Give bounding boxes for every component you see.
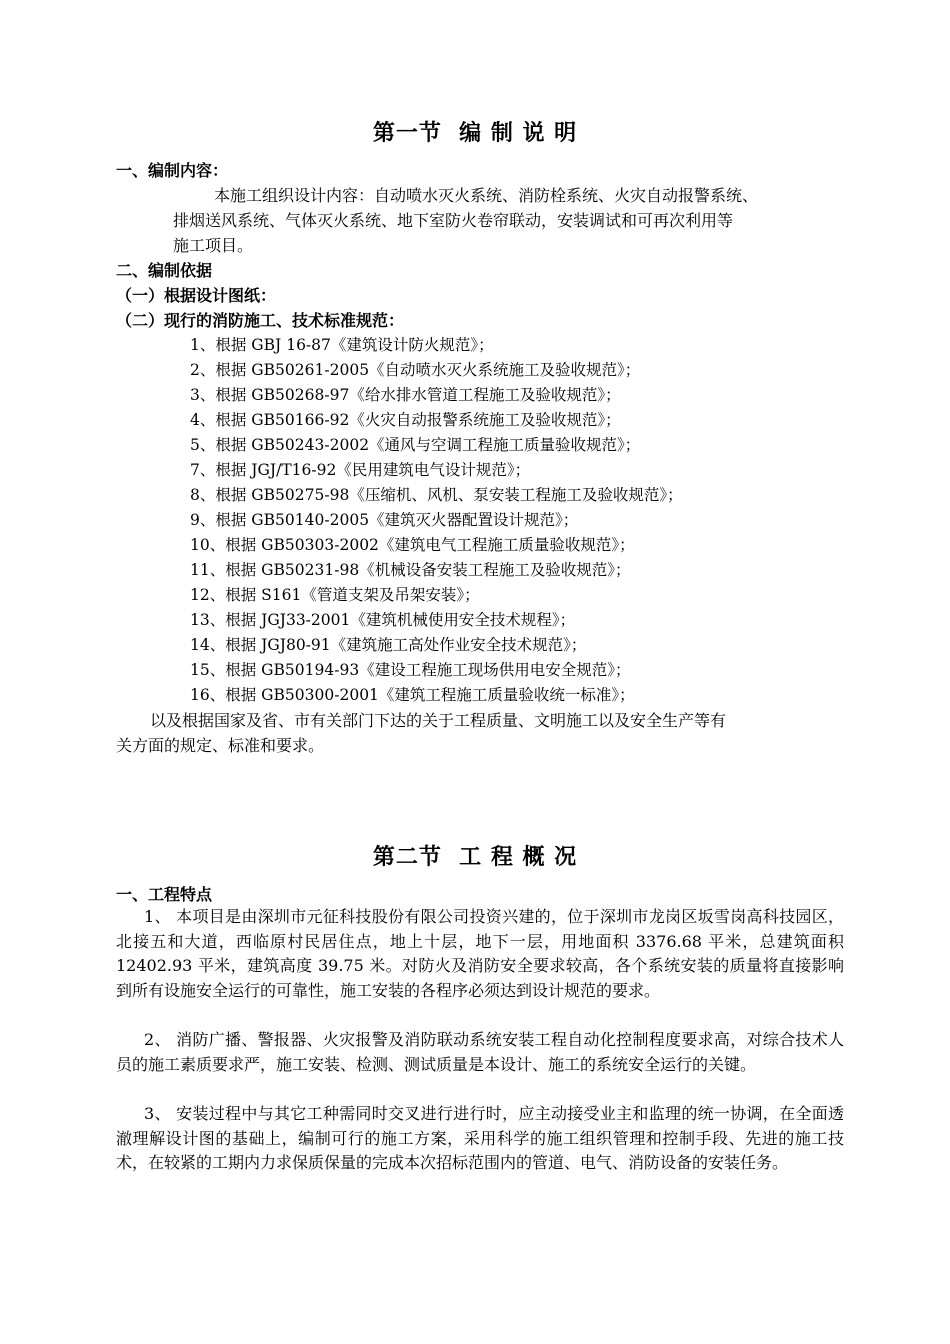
standard-item: 11、根据 GB50231-98《机械设备安装工程施工及验收规范》；	[190, 561, 631, 579]
standard-item: 13、根据 JGJ33-2001《建筑机械使用安全技术规程》；	[190, 611, 576, 629]
standard-item: 15、根据 GB50194-93《建设工程施工现场供用电安全规范》；	[190, 661, 631, 679]
standard-item: 8、根据 GB50275-98《压缩机、风机、泵安装工程施工及验收规范》；	[190, 486, 683, 504]
content-line-3: 施工项目。	[173, 236, 254, 255]
section-2-title: 第二节 工 程 概 况	[372, 845, 578, 870]
heading-compile-content: 一、编制内容：	[116, 161, 229, 180]
heading-compile-basis: 二、编制依据	[116, 261, 213, 280]
standard-item: 12、根据 S161《管道支架及吊架安装》；	[190, 586, 480, 604]
standard-item: 10、根据 GB50303-2002《建筑电气工程施工质量验收规范》；	[190, 536, 635, 554]
feature-paragraph-2: 2、 消防广播、警报器、火灾报警及消防联动系统安装工程自动化控制程度要求高，对综合技术人员的施工素质要求严，施工安装、检测、测试质量是本设计、施工的系统安全运行的关键。	[116, 1030, 844, 1074]
standard-item: 2、根据 GB50261-2005《自动喷水灭火系统施工及验收规范》；	[190, 361, 641, 379]
standard-item: 3、根据 GB50268-97《给水排水管道工程施工及验收规范》；	[190, 386, 621, 404]
content-line-2: 排烟送风系统、气体灭火系统、地下室防火卷帘联动，安装调试和可再次利用等	[173, 211, 734, 230]
section-1-title: 第一节 编 制 说 明	[372, 121, 578, 146]
standard-item: 4、根据 GB50166-92《火灾自动报警系统施工及验收规范》；	[190, 411, 621, 429]
standard-item: 16、根据 GB50300-2001《建筑工程施工质量验收统一标准》；	[190, 686, 635, 704]
standard-item: 1、根据 GBJ 16-87《建筑设计防火规范》；	[190, 336, 494, 354]
heading-project-features: 一、工程特点	[116, 885, 213, 904]
standard-item: 7、根据 JGJ/T16-92《民用建筑电气设计规范》；	[190, 461, 531, 479]
subheading-standards: （二）现行的消防施工、技术标准规范：	[116, 311, 405, 330]
feature-paragraph-1: 1、 本项目是由深圳市元征科技股份有限公司投资兴建的，位于深圳市龙岗区坂雪岗高科技园区，北接五和大道，西临原村民居住点，地上十层，地下一层，用地面积 3376.68 平米，总建筑面积 12402.93 平米，建筑高度 39.75 米。对防火及消防安全要求较高，各个系统安装的质量将直接影响到所有设施安全运行的可靠性，施工安装的各程序必须达到设计规范的要求。	[116, 907, 844, 1000]
standard-item: 14、根据 JGJ80-91《建筑施工高处作业安全技术规范》；	[190, 636, 587, 654]
feature-paragraph-3: 3、 安装过程中与其它工种需同时交叉进行进行时，应主动接受业主和监理的统一协调，在全面透澈理解设计图的基础上，编制可行的施工方案，采用科学的施工组织管理和控制手段、先进的施工技术，在较紧的工期内力求保质保量的完成本次招标范围内的管道、电气、消防设备的安装任务。	[116, 1104, 844, 1172]
closing-line-1: 以及根据国家及省、市有关部门下达的关于工程质量、文明施工以及安全生产等有	[150, 711, 727, 730]
closing-line-2: 关方面的规定、标准和要求。	[116, 736, 325, 755]
standard-item: 5、根据 GB50243-2002《通风与空调工程施工质量验收规范》；	[190, 436, 641, 454]
standard-item: 9、根据 GB50140-2005《建筑灭火器配置设计规范》；	[190, 511, 579, 529]
subheading-design-drawings: （一）根据设计图纸：	[116, 286, 277, 305]
content-line-1: 本施工组织设计内容：自动喷水灭火系统、消防栓系统、火灾自动报警系统、	[214, 186, 759, 205]
